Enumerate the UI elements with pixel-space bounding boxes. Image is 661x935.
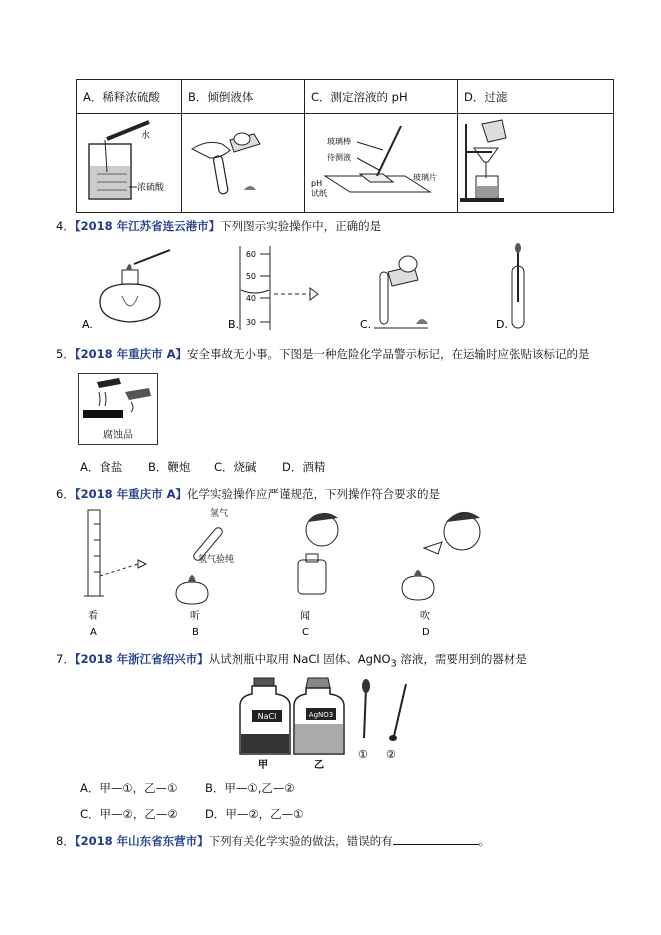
q8-tail: 。 bbox=[478, 834, 491, 848]
bottle-jia-label: NaCl bbox=[257, 712, 277, 721]
q7-figure bbox=[238, 676, 438, 772]
bottle-jia bbox=[240, 678, 290, 771]
q3-options-table bbox=[76, 79, 614, 213]
bottle-yi-name: 乙 bbox=[314, 760, 324, 771]
ph-test-figure bbox=[305, 114, 457, 209]
corrosive-icon bbox=[79, 374, 157, 422]
q7-text-after: 溶液，需要用到的器材是 bbox=[396, 652, 527, 666]
q4-number: 4． bbox=[56, 219, 75, 233]
fig-c-rod-label: 玻璃棒 bbox=[327, 137, 351, 146]
q3-figure-a bbox=[77, 114, 182, 213]
q4-letter-b: B. bbox=[228, 318, 240, 331]
q4-tick-60: 60 bbox=[245, 250, 256, 259]
q4-figure-b bbox=[228, 246, 318, 331]
q7-number: 7． bbox=[56, 652, 75, 666]
filtration-figure bbox=[458, 114, 613, 209]
bottle-jia-name: 甲 bbox=[258, 760, 268, 771]
q4-letter-d: D. bbox=[496, 318, 508, 331]
q6-letter-b: B bbox=[192, 627, 199, 638]
q4-tick-40: 40 bbox=[245, 294, 256, 303]
bottle-yi bbox=[294, 678, 344, 771]
q3-figure-b bbox=[182, 114, 305, 213]
q3-option-b-label: B．倾倒液体 bbox=[182, 80, 305, 114]
q5-text: 安全事故无小事。下图是一种危险化学品警示标记，在运输时应张贴该标记的是 bbox=[187, 347, 590, 361]
q6-letter-c: C bbox=[302, 627, 309, 638]
q7-stem bbox=[56, 651, 527, 669]
q5-choice-d: D．酒精 bbox=[282, 460, 326, 474]
sign-label: 腐蚀品 bbox=[103, 430, 133, 441]
q4-text: 下列图示实验操作中，正确的是 bbox=[220, 219, 382, 233]
bottle-yi-label: AgNO3 bbox=[308, 711, 334, 719]
q4-tick-30: 30 bbox=[245, 318, 256, 327]
q5-choice-a: A．食盐 bbox=[80, 460, 123, 474]
q4-figure-a bbox=[82, 250, 170, 331]
q7-choice-d: D．甲—②，乙—① bbox=[205, 807, 304, 821]
q5-stem bbox=[56, 346, 590, 362]
q6-figures bbox=[80, 504, 500, 640]
dilute-acid-figure bbox=[77, 114, 181, 209]
q5-source: 【2018 年重庆市 A】 bbox=[74, 347, 187, 361]
fig-c-ph-label: pH bbox=[311, 179, 323, 188]
q6-figure-d bbox=[402, 512, 480, 638]
q4-tick-50: 50 bbox=[245, 272, 256, 281]
q8-answer-blank[interactable] bbox=[393, 834, 479, 845]
corrosive-warning-sign bbox=[78, 373, 158, 445]
q3-option-d-label: D．过滤 bbox=[458, 80, 614, 114]
q7-choice-c: C．甲—②，乙—② bbox=[80, 807, 178, 821]
fig-a-acid-label: 浓硫酸 bbox=[137, 183, 165, 193]
fig-c-paper-label: 试纸 bbox=[311, 189, 327, 198]
q5-choice-b: B．鞭炮 bbox=[148, 460, 191, 474]
q6-figure-b bbox=[176, 507, 234, 638]
q4-figure-c bbox=[360, 256, 428, 331]
q6-tube-label-1: 氢气 bbox=[210, 509, 229, 519]
q6-figure-c bbox=[298, 513, 338, 638]
q3-figure-c bbox=[305, 114, 458, 213]
q8-text: 下列有关化学实验的做法，错误的有 bbox=[208, 834, 393, 848]
q7-choice-b: B．甲—①,乙—② bbox=[205, 781, 295, 795]
q5-number: 5． bbox=[56, 347, 75, 361]
fig-a-water-label: 水 bbox=[141, 131, 151, 141]
q7-source: 【2018 年浙江省绍兴市】 bbox=[74, 652, 209, 666]
q5-choice-c: C．烧碱 bbox=[214, 460, 257, 474]
q3-option-c-label: C．测定溶液的 pH bbox=[305, 80, 458, 114]
q3-option-a-label: A．稀释浓硫酸 bbox=[77, 80, 182, 114]
dropper-tool bbox=[358, 679, 370, 761]
tool-mark-2: ② bbox=[386, 748, 396, 761]
q6-source: 【2018 年重庆市 A】 bbox=[74, 487, 187, 501]
q6-letter-a: A bbox=[90, 627, 97, 638]
q4-source: 【2018 年江苏省连云港市】 bbox=[74, 219, 221, 233]
q6-caption-a: 看 bbox=[88, 611, 98, 622]
q8-number: 8． bbox=[56, 834, 75, 848]
q7-text-sub: 3 bbox=[390, 658, 397, 670]
q6-tube-label-2: 氢气验纯 bbox=[198, 555, 235, 565]
q6-figure-a bbox=[84, 510, 146, 638]
q4-stem bbox=[56, 218, 381, 234]
fig-c-glass-label: 玻璃片 bbox=[413, 173, 437, 182]
q8-stem bbox=[56, 833, 490, 849]
q6-caption-d: 吹 bbox=[420, 611, 430, 622]
q7-text-before: 从试剂瓶中取用 NaCl 固体、AgNO bbox=[208, 652, 391, 666]
q4-figures bbox=[78, 242, 538, 334]
tool-mark-1: ① bbox=[358, 748, 368, 761]
pour-liquid-figure bbox=[182, 114, 304, 209]
q6-number: 6． bbox=[56, 487, 75, 501]
q6-stem bbox=[56, 486, 440, 502]
q7-choice-a: A．甲—①，乙—① bbox=[80, 781, 178, 795]
q6-caption-b: 听 bbox=[190, 611, 200, 622]
q4-letter-a: A. bbox=[82, 318, 93, 331]
q8-source: 【2018 年山东省东营市】 bbox=[74, 834, 209, 848]
spatula-tool bbox=[386, 684, 406, 761]
q3-figure-d bbox=[458, 114, 614, 213]
q4-figure-d bbox=[496, 243, 524, 331]
q6-letter-d: D bbox=[422, 627, 430, 638]
q6-text: 化学实验操作应严谨规范，下列操作符合要求的是 bbox=[187, 487, 440, 501]
q4-letter-c: C. bbox=[360, 318, 372, 331]
fig-c-liquid-label: 待测液 bbox=[327, 153, 351, 162]
q6-caption-c: 闻 bbox=[300, 611, 310, 622]
